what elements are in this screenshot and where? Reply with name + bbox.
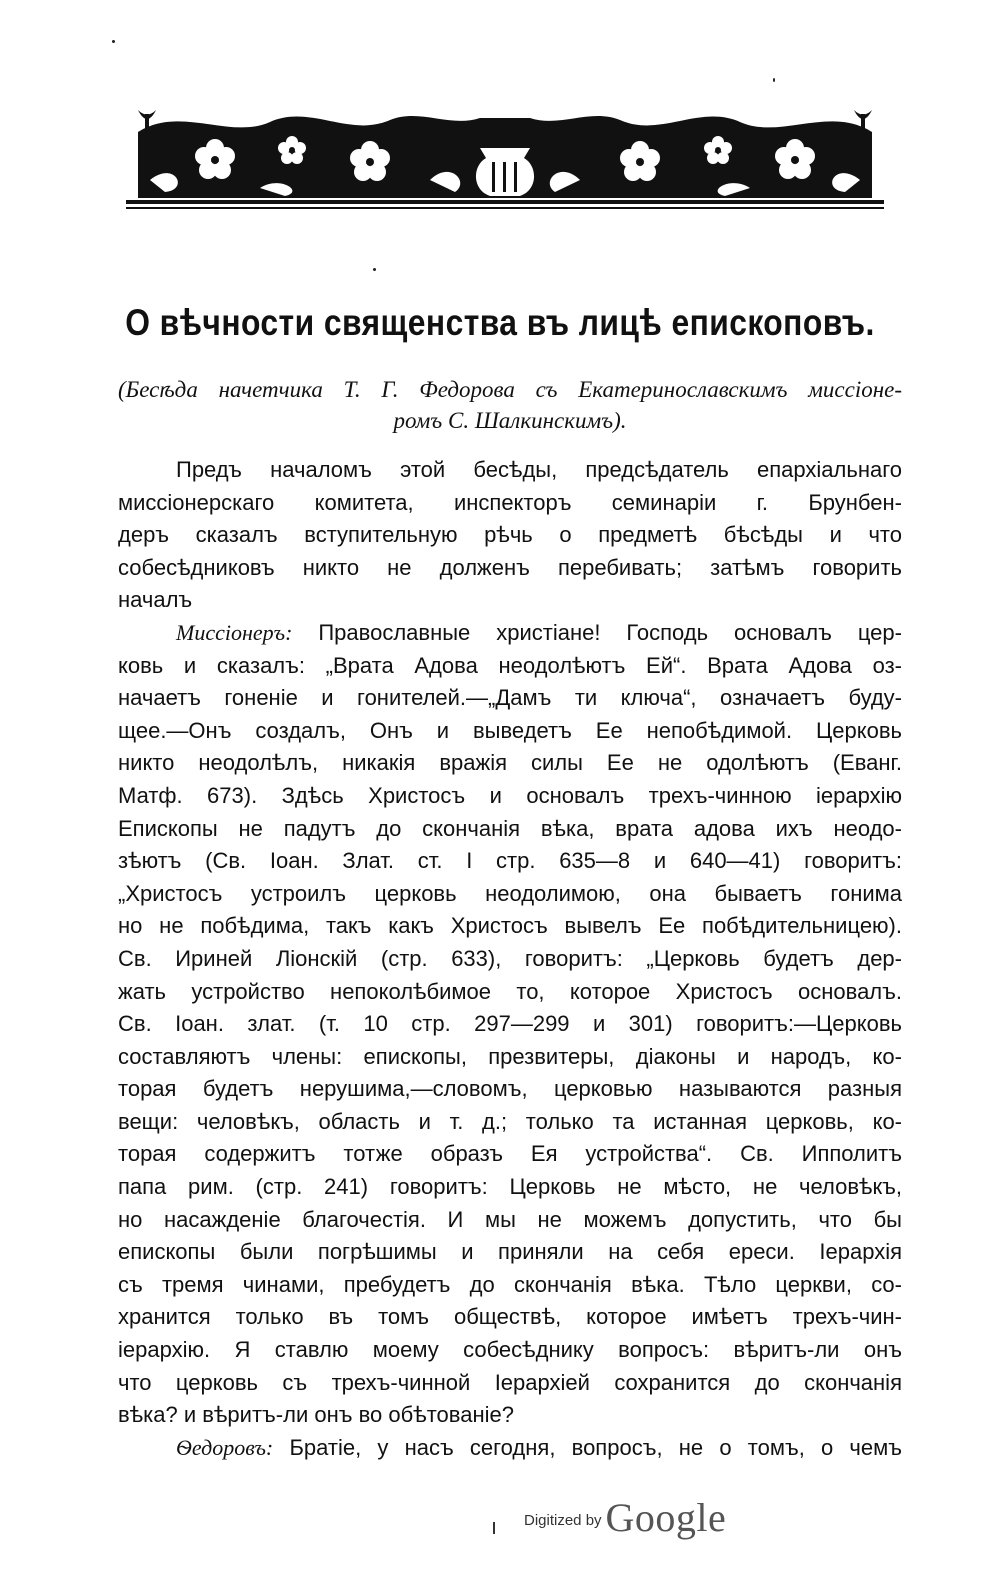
line-text: торая будетъ нерушима,—словомъ, церковью называются разныя bbox=[118, 1076, 902, 1102]
text-line bbox=[118, 584, 902, 617]
text-line bbox=[118, 780, 902, 813]
line-text: Братіе, у насъ сегодня, вопросъ, не о томъ, о чемъ bbox=[289, 1434, 902, 1460]
line-text: вещи: человѣкъ, область и т. д.; только та истанная церковь, ко- bbox=[118, 1108, 902, 1134]
print-speck bbox=[373, 268, 376, 271]
article-subtitle bbox=[118, 374, 902, 436]
text-line bbox=[118, 1106, 902, 1139]
text-line bbox=[118, 1301, 902, 1334]
line-text: папа рим. (стр. 241) говоритъ: Церковь не мѣсто, не человѣкъ, bbox=[118, 1174, 902, 1200]
line-text: Епископы не падутъ до скончанія вѣка, врата адова ихъ неодо- bbox=[118, 815, 902, 841]
line-text: Св. Ириней Ліонскій (стр. 633), говоритъ: „Церковь будетъ дер- bbox=[118, 945, 902, 971]
line-text: начаетъ гоненіе и гонителей.—„Дамъ ти ключа“, означаетъ буду- bbox=[118, 685, 902, 711]
line-text: съ тремя чинами, пребудетъ до скончанія вѣка. Тѣло церкви, со- bbox=[118, 1271, 902, 1297]
text-line bbox=[118, 1008, 902, 1041]
text-line bbox=[118, 552, 902, 585]
text-line bbox=[118, 910, 902, 943]
line-text: Св. Іоан. злат. (т. 10 стр. 297—299 и 301) говоритъ:—Церковь bbox=[118, 1011, 902, 1037]
body-text bbox=[118, 454, 902, 1464]
line-text: щее.—Онъ создалъ, Онъ и выведетъ Ее непобѣдимой. Церковь bbox=[118, 717, 902, 743]
text-line bbox=[118, 943, 902, 976]
text-line bbox=[118, 715, 902, 748]
line-text: Предъ началомъ этой бесѣды, предсѣдатель епархіальнаго bbox=[176, 457, 902, 482]
text-line bbox=[118, 1204, 902, 1237]
text-line bbox=[118, 487, 902, 520]
line-text: ковь и сказалъ: „Врата Адова неодолѣютъ Ей“. Врата Адова оз- bbox=[118, 652, 902, 678]
print-speck bbox=[112, 40, 115, 43]
text-line bbox=[118, 1269, 902, 1302]
text-line bbox=[118, 1432, 902, 1465]
text-line bbox=[118, 878, 902, 911]
text-line bbox=[118, 454, 902, 487]
line-text: хранится только въ томъ обществѣ, которое имѣетъ трехъ-чин- bbox=[118, 1304, 902, 1330]
floral-headpiece-ornament bbox=[120, 100, 890, 212]
print-mark bbox=[493, 1522, 495, 1534]
google-wordmark: Google bbox=[605, 1495, 727, 1540]
line-text: собесѣдниковъ никто не долженъ перебивать; затѣмъ говорить bbox=[118, 554, 902, 580]
line-text: никто неодолѣлъ, никакія вражія силы Ее не одолѣютъ (Еванг. bbox=[118, 750, 902, 776]
line-text: составляютъ члены: епископы, презвитеры, діаконы и народъ, ко- bbox=[118, 1043, 902, 1069]
digitized-by-label: Digitized by bbox=[524, 1512, 602, 1529]
text-line bbox=[118, 1073, 902, 1106]
digitized-by-footer bbox=[524, 1494, 726, 1554]
line-text: деръ сказалъ вступительную рѣчь о предметѣ бѣсѣды и что bbox=[118, 522, 902, 548]
text-line bbox=[118, 617, 902, 650]
text-line bbox=[118, 650, 902, 683]
text-line bbox=[118, 519, 902, 552]
article-title: О вѣчности священства въ лицѣ епископовъ. bbox=[125, 302, 875, 343]
text-line bbox=[118, 1399, 902, 1432]
text-line bbox=[118, 1041, 902, 1074]
line-text: но насажденіе благочестія. И мы не можемъ допустить, что бы bbox=[118, 1206, 902, 1232]
line-text: „Христосъ устроилъ церковь неодолимою, она бываетъ гонима bbox=[118, 880, 902, 906]
text-line bbox=[118, 1334, 902, 1367]
text-line bbox=[118, 845, 902, 878]
text-line bbox=[118, 1236, 902, 1269]
line-text: миссіонерскаго комитета, инспекторъ семинаріи г. Брунбен- bbox=[118, 489, 902, 515]
text-line bbox=[118, 813, 902, 846]
line-text: что церковь съ трехъ-чинной Іерархіей сохранится до скончанія bbox=[118, 1369, 902, 1395]
subtitle-line: (Бесѣда начетчика Т. Г. Федорова съ Екатеринославскимъ миссіоне- bbox=[118, 377, 902, 402]
speaker-name: Миссіонеръ: bbox=[176, 619, 293, 645]
line-text: торая содержитъ тотже образъ Ея устройства“. Св. Ипполитъ bbox=[118, 1141, 902, 1167]
text-line bbox=[118, 1171, 902, 1204]
line-text: іерархію. Я ставлю моему собесѣднику вопросъ: вѣритъ-ли онъ bbox=[118, 1337, 902, 1363]
text-line bbox=[118, 976, 902, 1009]
line-text: но не побѣдима, такъ какъ Христосъ вывелъ Ее побѣдительницею). bbox=[118, 913, 902, 939]
text-line bbox=[118, 1138, 902, 1171]
subtitle-line: ромъ С. Шалкинскимъ). bbox=[393, 408, 627, 433]
line-text: зѣютъ (Св. Іоан. Злат. ст. I стр. 635—8 и 640—41) говоритъ: bbox=[118, 848, 902, 874]
speaker-name: Ѳедоровъ: bbox=[176, 1434, 274, 1460]
text-line bbox=[118, 1367, 902, 1400]
text-line bbox=[118, 747, 902, 780]
line-text: Православные христіане! Господь основалъ цер- bbox=[318, 619, 902, 645]
text-line bbox=[118, 682, 902, 715]
line-text: вѣка? и вѣритъ-ли онъ во обѣтованіе? bbox=[118, 1402, 514, 1428]
line-text: Матф. 673). Здѣсь Христосъ и основалъ трехъ-чинною іерархію bbox=[118, 782, 902, 808]
line-text: епископы были погрѣшимы и приняли на себя ереси. Іерархія bbox=[118, 1239, 902, 1265]
print-speck bbox=[773, 78, 775, 82]
line-text: жать устройство непоколѣбимое то, которое Христосъ основалъ. bbox=[118, 978, 902, 1004]
line-text: началъ bbox=[118, 587, 193, 613]
